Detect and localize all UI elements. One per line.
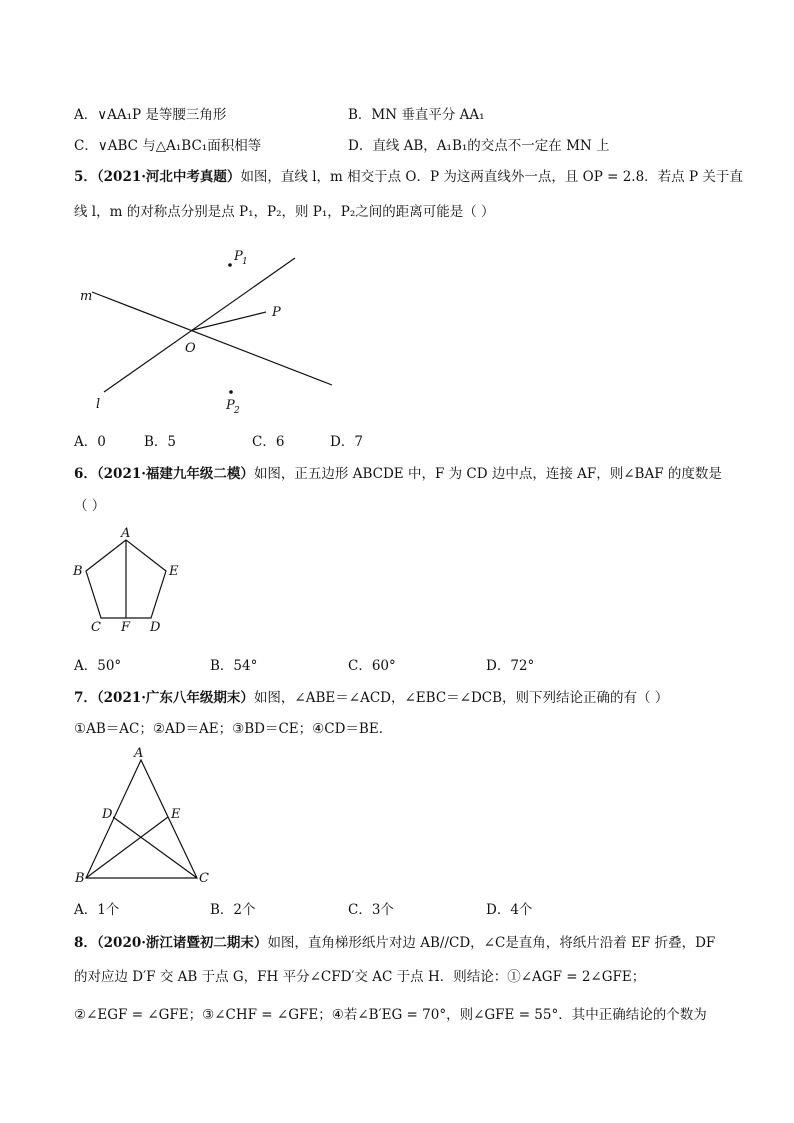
q6-source: （2021·福建九年级二模） (96, 466, 254, 482)
q6-label-c: C (91, 620, 101, 635)
q5-option-d: D．7 (330, 434, 363, 450)
q7-stem-line2: ①AB＝AC；②AD＝AE；③BD＝CE；④CD＝BE． (74, 721, 393, 737)
q7-option-a: A．1个 (74, 902, 120, 918)
q7-option-c: C．3个 (348, 902, 394, 918)
q6-label-e: E (169, 564, 179, 579)
q8-stem-line3: ②∠EGF = ∠GFE；③∠CHF = ∠GFE；④若∠B′EG = 70°，则∠GFE = 55°．其中正确结论的个数为 (74, 1007, 707, 1023)
q7-label-b: B (75, 871, 85, 886)
q8-text-1: 如图，直角梯形纸片对边 AB//CD，∠C是直角，将纸片沿着 EF 折叠，DF (267, 935, 716, 951)
q5-label-p1: P (234, 249, 243, 264)
q5-label-o: O (185, 341, 196, 356)
q5-option-a: A．0 (74, 434, 106, 450)
q8-source: （2020·浙江诸暨初二期末） (96, 935, 268, 951)
q5-stem-line2: 线 l，m 的对称点分别是点 P₁，P₂，则 P₁，P₂之间的距离可能是（ ） (74, 204, 495, 220)
q5-option-c: C．6 (252, 434, 285, 450)
q6-number: 6． (74, 466, 97, 482)
q7-option-b: B．2个 (210, 902, 256, 918)
q7-label-d: D (102, 807, 113, 822)
q4-option-a: A．∨AA₁P 是等腰三角形 (74, 107, 227, 123)
q5-label-p2-sub: 2 (234, 406, 240, 416)
q6-label-a: A (121, 526, 131, 541)
q5-text-1: 如图，直线 l，m 相交于点 O．P 为这两直线外一点，且 OP = 2.8．若点 P 关于直 (240, 169, 743, 185)
q8-number: 8． (74, 935, 97, 951)
q6-stem-line2: （ ） (74, 498, 106, 514)
q7-option-d: D．4个 (486, 902, 533, 918)
q5-option-b: B．5 (144, 434, 177, 450)
q8-stem-line2: 的对应边 D′F 交 AB 于点 G，FH 平分∠CFD′交 AC 于点 H．则结论：①∠AGF = 2∠GFE； (74, 969, 646, 985)
q7-label-c: C (199, 871, 209, 886)
q7-text-1: 如图，∠ABE＝∠ACD，∠EBC＝∠DCB，则下列结论正确的有（ ） (253, 690, 669, 706)
q7-label-e: E (171, 807, 181, 822)
q6-option-c: C．60° (348, 658, 396, 674)
q6-option-b: B．54° (210, 658, 258, 674)
q5-label-p1-sub: 1 (242, 257, 248, 267)
q6-text-1: 如图，正五边形 ABCDE 中，F 为 CD 边中点，连接 AF，则∠BAF 的度数是 (253, 466, 722, 482)
q4-option-d: D．直线 AB，A₁B₁的交点不一定在 MN 上 (348, 138, 610, 154)
q6-option-a: A．50° (74, 658, 122, 674)
q7-label-a: A (134, 746, 144, 761)
q5-label-m: m (80, 289, 93, 304)
q7-number: 7． (74, 690, 97, 706)
q5-source: （2021·河北中考真题） (96, 169, 241, 185)
q7-source: （2021·广东八年级期末） (96, 690, 254, 706)
q4-option-c: C．∨ABC 与△A₁BC₁面积相等 (74, 138, 262, 154)
q5-label-p: P (272, 305, 281, 320)
q6-label-d: D (150, 620, 161, 635)
q4-option-b: B．MN 垂直平分 AA₁ (348, 107, 485, 123)
q5-number: 5． (74, 169, 97, 185)
q8-stem-line1 (74, 931, 715, 951)
q5-label-p2: P (226, 398, 235, 413)
q5-label-l: l (96, 397, 101, 412)
q6-label-b: B (73, 564, 83, 579)
q6-option-d: D．72° (486, 658, 535, 674)
q6-label-f: F (121, 620, 131, 635)
